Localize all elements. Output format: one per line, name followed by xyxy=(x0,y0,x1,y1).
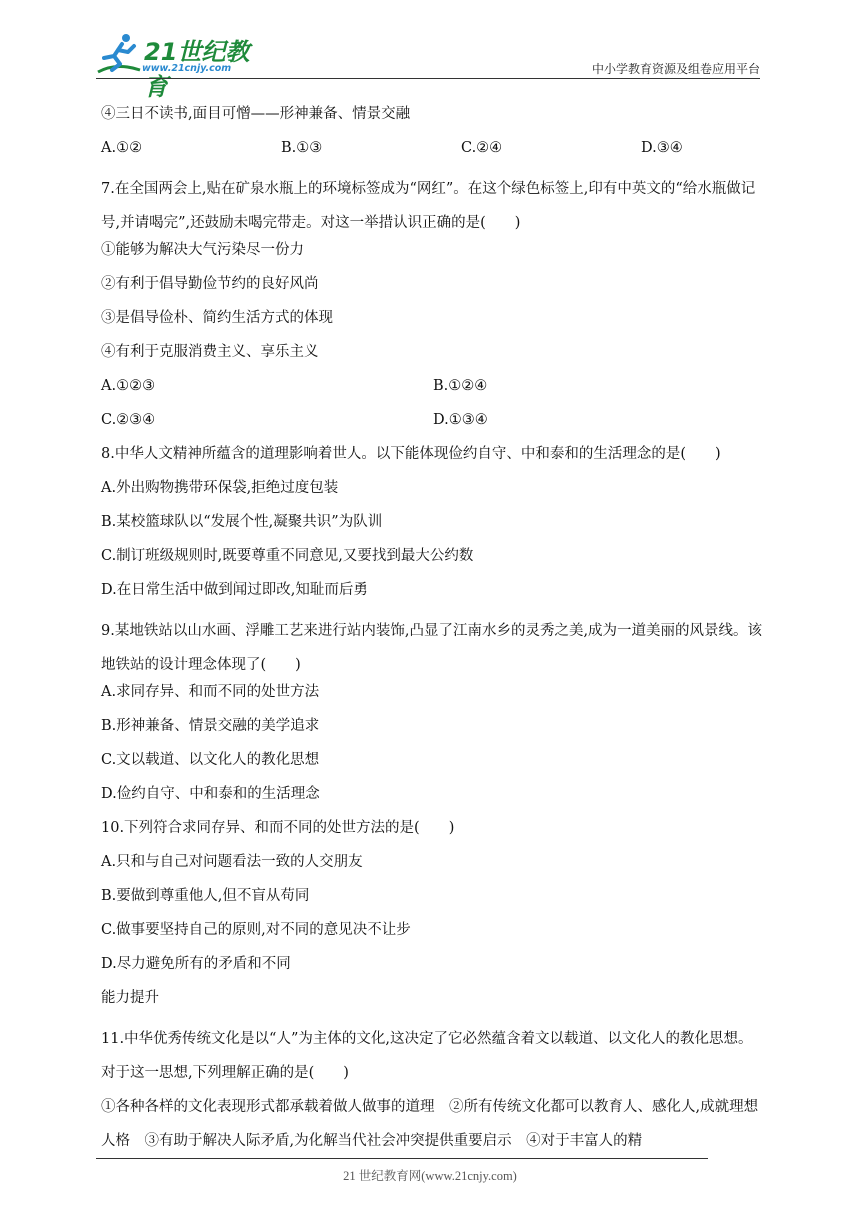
section-title: 能力提升 xyxy=(101,990,159,1006)
exam-content xyxy=(101,104,765,1158)
q8-option-b: B.某校篮球队以“发展个性,凝聚共识”为队训 xyxy=(101,514,383,530)
q6-option-a: A.①② xyxy=(101,140,143,156)
q10-option-b: B.要做到尊重他人,但不盲从苟同 xyxy=(101,888,310,904)
running-figure-icon xyxy=(96,32,144,76)
q7-options-row-2 xyxy=(101,410,765,444)
q8-option-d: D.在日常生活中做到闻过即改,知耻而后勇 xyxy=(101,582,368,598)
q11-stem: 11.中华优秀传统文化是以“人”为主体的文化,这决定了它必然蕴含着文以载道、以文化人的教化思想。对于这一思想,下列理解正确的是( ) xyxy=(101,1031,753,1081)
q9-option-c: C.文以载道、以文化人的教化思想 xyxy=(101,752,320,768)
q6-item-4: ④三日不读书,面目可憎——形神兼备、情景交融 xyxy=(101,106,411,122)
q7-item-4: ④有利于克服消费主义、享乐主义 xyxy=(101,344,319,360)
page-footer xyxy=(0,1166,860,1184)
q7-option-c: C.②③④ xyxy=(101,412,156,428)
q7-option-d: D.①③④ xyxy=(433,412,488,428)
q6-option-c: C.②④ xyxy=(461,140,503,156)
q6-options xyxy=(101,138,765,172)
q7-stem: 7.在全国两会上,贴在矿泉水瓶上的环境标签成为“网红”。在这个绿色标签上,印有中英文的“给水瓶做记号,并请喝完”,还鼓励未喝完带走。对这一举措认识正确的是( ) xyxy=(101,181,756,231)
footer-divider xyxy=(96,1158,708,1159)
q6-option-d: D.③④ xyxy=(641,140,683,156)
q10-option-a: A.只和与自己对问题看法一致的人交朋友 xyxy=(101,854,363,870)
q9-stem: 9.某地铁站以山水画、浮雕工艺来进行站内装饰,凸显了江南水乡的灵秀之美,成为一道美丽的风景线。该地铁站的设计理念体现了( ) xyxy=(101,623,763,673)
page-header xyxy=(96,30,760,101)
q11-items: ①各种各样的文化表现形式都承载着做人做事的道理 ②所有传统文化都可以教育人、感化人,成就理想人格 ③有助于解决人际矛盾,为化解当代社会冲突提供重要启示 ④对于丰富人的精 xyxy=(101,1099,759,1149)
q7-options-row-1 xyxy=(101,376,765,410)
q9-option-d: D.俭约自守、中和泰和的生活理念 xyxy=(101,786,320,802)
logo-url: www.21cnjy.com xyxy=(142,63,232,74)
logo-text: 21世纪教育 xyxy=(144,38,250,101)
q10-option-c: C.做事要坚持自己的原则,对不同的意见决不让步 xyxy=(101,922,411,938)
q9-option-a: A.求同存异、和而不同的处世方法 xyxy=(101,684,320,700)
q8-option-c: C.制订班级规则时,既要尊重不同意见,又要找到最大公约数 xyxy=(101,548,474,564)
footer-text: 21 世纪教育网(www.21cnjy.com) xyxy=(343,1169,517,1183)
q10-stem: 10.下列符合求同存异、和而不同的处世方法的是( ) xyxy=(101,820,455,836)
q10-option-d: D.尽力避免所有的矛盾和不同 xyxy=(101,956,291,972)
platform-title: 中小学教育资源及组卷应用平台 xyxy=(591,62,760,76)
q8-option-a: A.外出购物携带环保袋,拒绝过度包装 xyxy=(101,480,339,496)
q9-option-b: B.形神兼备、情景交融的美学追求 xyxy=(101,718,320,734)
header-divider xyxy=(96,78,760,79)
q7-option-a: A.①②③ xyxy=(101,378,156,394)
q8-stem: 8.中华人文精神所蕴含的道理影响着世人。以下能体现俭约自守、中和泰和的生活理念的是( ) xyxy=(101,446,721,462)
q7-item-1: ①能够为解决大气污染尽一份力 xyxy=(101,242,304,258)
logo xyxy=(96,30,266,101)
q7-item-3: ③是倡导俭朴、简约生活方式的体现 xyxy=(101,310,333,326)
q7-item-2: ②有利于倡导勤俭节约的良好风尚 xyxy=(101,276,319,292)
q6-option-b: B.①③ xyxy=(281,140,323,156)
q7-option-b: B.①②④ xyxy=(433,378,488,394)
